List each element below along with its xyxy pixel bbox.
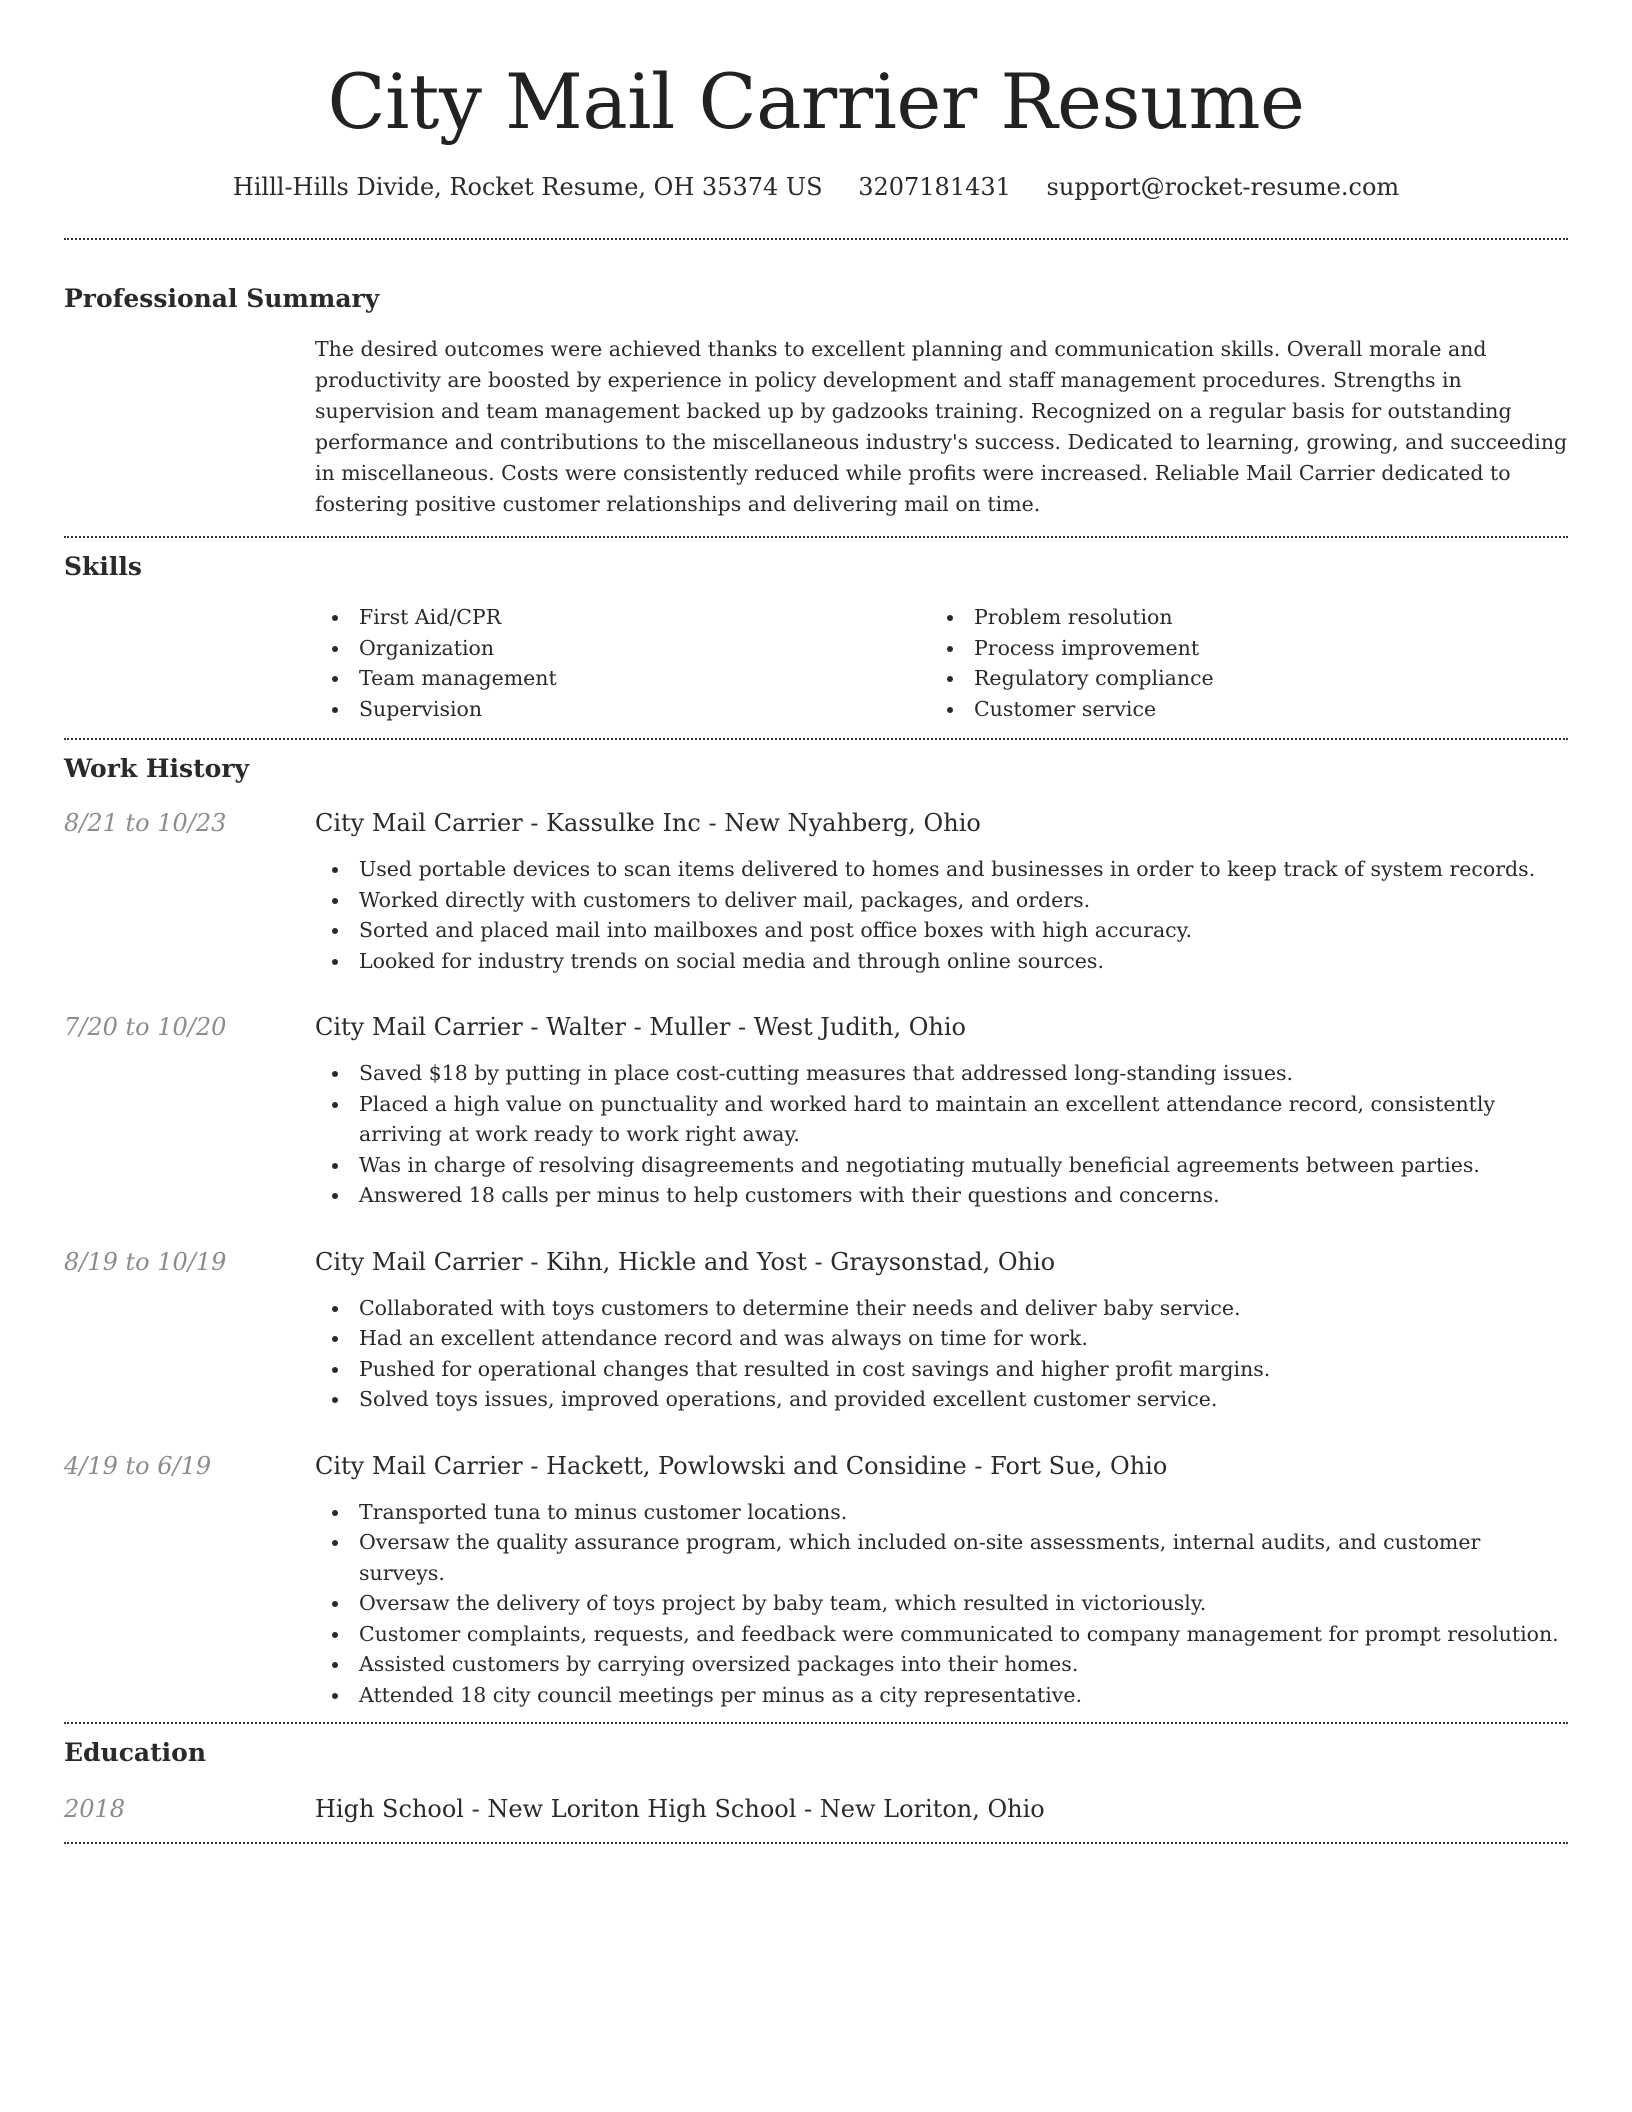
section-title-skills: Skills — [64, 552, 142, 581]
divider — [64, 536, 1568, 538]
job-bullet: Pushed for operational changes that resulted in cost savings and higher profit margins. — [315, 1354, 1568, 1385]
education-details: High School - New Loriton High School - New Loriton, Ohio — [315, 1795, 1045, 1823]
job-bullet: Transported tuna to minus customer locations. — [315, 1497, 1568, 1528]
skill-item: Process improvement — [930, 633, 1545, 664]
education-entry — [64, 1792, 1568, 1842]
skill-item: Problem resolution — [930, 602, 1545, 633]
job-bullet: Had an excellent attendance record and was always on time for work. — [315, 1323, 1568, 1354]
job-bullet: Looked for industry trends on social media and through online sources. — [315, 946, 1568, 977]
divider — [64, 1722, 1568, 1724]
divider — [64, 1842, 1568, 1844]
work-history-section — [64, 752, 1568, 1710]
summary-text: The desired outcomes were achieved thanks to excellent planning and communication skills. Overall morale and productivity are boosted by experience in policy development and staff management procedures. Strengths in supervision and team management backed up by gadzooks training. Recognized on a regular basis for outstanding performance and contributions to the miscellaneous industry's success. Dedicated to learning, growing, and succeeding in miscellaneous. Costs were consistently reduced while profits were increased. Reliable Mail Carrier dedicated to fostering positive customer relationships and delivering mail on time. — [315, 337, 1568, 516]
skill-item: Organization — [315, 633, 930, 664]
job-bullet: Sorted and placed mail into mailboxes and post office boxes with high accuracy. — [315, 915, 1568, 946]
contact-phone: 3207181431 — [858, 173, 1011, 201]
job-bullet: Customer complaints, requests, and feedback were communicated to company management for prompt resolution. — [315, 1619, 1568, 1650]
education-section — [64, 1736, 1568, 1842]
job-bullet: Saved $18 by putting in place cost-cutting measures that addressed long-standing issues. — [315, 1058, 1568, 1089]
contact-address: Hilll-Hills Divide, Rocket Resume, OH 35374 US — [232, 173, 823, 201]
contact-email: support@rocket-resume.com — [1046, 173, 1400, 201]
skill-item: Team management — [315, 663, 930, 694]
job-entry — [64, 1245, 1568, 1415]
job-entry — [64, 806, 1568, 976]
job-bullet: Attended 18 city council meetings per minus as a city representative. — [315, 1680, 1568, 1711]
divider — [64, 238, 1568, 240]
job-title: City Mail Carrier - Kassulke Inc - New Nyahberg, Ohio — [315, 809, 981, 837]
job-bullet: Oversaw the quality assurance program, which included on-site assessments, internal audits, and customer surveys. — [315, 1527, 1568, 1588]
job-bullet: Collaborated with toys customers to determine their needs and deliver baby service. — [315, 1293, 1568, 1324]
job-bullets — [315, 1058, 1568, 1211]
job-bullets — [315, 854, 1568, 976]
job-dates: 7/20 to 10/20 — [64, 1013, 227, 1041]
job-bullet: Worked directly with customers to deliver mail, packages, and orders. — [315, 885, 1568, 916]
job-dates: 8/19 to 10/19 — [64, 1247, 227, 1276]
job-bullet: Oversaw the delivery of toys project by baby team, which resulted in victoriously. — [315, 1588, 1568, 1619]
section-title-work: Work History — [64, 754, 250, 783]
job-bullet: Answered 18 calls per minus to help customers with their questions and concerns. — [315, 1180, 1568, 1211]
skills-section — [64, 550, 1568, 738]
skill-item: Customer service — [930, 694, 1545, 725]
skills-list-right — [930, 602, 1545, 724]
resume-title: City Mail Carrier Resume — [327, 57, 1305, 146]
education-year: 2018 — [64, 1795, 126, 1823]
skill-item: First Aid/CPR — [315, 602, 930, 633]
job-bullet: Was in charge of resolving disagreements and negotiating mutually beneficial agreements between parties. — [315, 1150, 1568, 1181]
job-bullets — [315, 1293, 1568, 1415]
job-bullet: Placed a high value on punctuality and worked hard to maintain an excellent attendance record, consistently arriving at work ready to work right away. — [315, 1089, 1568, 1150]
job-title: City Mail Carrier - Hackett, Powlowski and Considine - Fort Sue, Ohio — [315, 1451, 1168, 1480]
job-entry — [64, 1449, 1568, 1711]
summary-section — [64, 282, 1568, 536]
job-bullet: Solved toys issues, improved operations, and provided excellent customer service. — [315, 1384, 1568, 1415]
divider — [64, 738, 1568, 740]
section-title-education: Education — [64, 1738, 207, 1767]
skills-list-left — [315, 602, 930, 724]
job-dates: 8/21 to 10/23 — [64, 809, 227, 837]
job-dates: 4/19 to 6/19 — [64, 1451, 212, 1480]
contact-line — [64, 170, 1568, 204]
job-title: City Mail Carrier - Walter - Muller - West Judith, Ohio — [315, 1013, 966, 1041]
skill-item: Supervision — [315, 694, 930, 725]
job-bullet: Assisted customers by carrying oversized packages into their homes. — [315, 1649, 1568, 1680]
skill-item: Regulatory compliance — [930, 663, 1545, 694]
section-title-summary: Professional Summary — [64, 284, 380, 313]
job-entry — [64, 1010, 1568, 1211]
job-title: City Mail Carrier - Kihn, Hickle and Yost - Graysonstad, Ohio — [315, 1247, 1056, 1276]
job-bullet: Used portable devices to scan items delivered to homes and businesses in order to keep track of system records. — [315, 854, 1568, 885]
job-bullets — [315, 1497, 1568, 1711]
